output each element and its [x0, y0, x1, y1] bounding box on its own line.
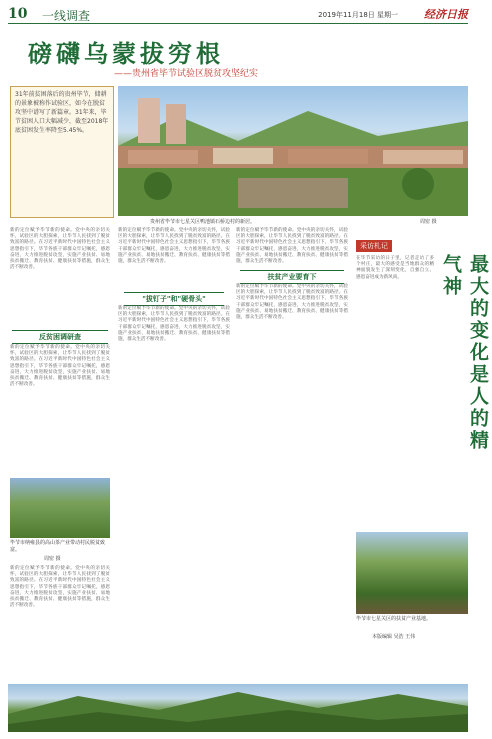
article-column-1c: 新的定位赋予毕节新的使命。党中央的亲切关怀，试验区的大胆探索，让毕节人民找到了脱贫致富的路径。在习近平新时代中国特色社会主义思想指引下，毕节各族干部群众牢记嘱托，感恩奋进，大力推进脱贫攻坚，实施产业扶贫、易地扶贫搬迁、教育扶贫、健康扶贫等措施，群众生活不断改善。: [10, 566, 110, 609]
page-number: 10: [8, 6, 28, 22]
village-photo-illustration: [118, 86, 468, 216]
headline: 磅礴乌蒙拔穷根: [28, 39, 224, 68]
issue-date: 2019年11月18日 星期一: [318, 11, 398, 19]
section-heading-3: 扶贫产业要育下: [240, 270, 344, 284]
tea-photo: [10, 478, 110, 538]
subheadline: ——贵州省毕节试验区脱贫攻坚纪实: [114, 69, 259, 79]
sidebar-text: 在毕节采访的日子里，记者走访了多个村庄，最大的感受是当地群众的精神面貌发生了深刻变化，自强自立、感恩奋进成为新风尚。: [356, 256, 434, 280]
newspaper-logo: 经济日报: [424, 8, 468, 21]
main-photo-caption: 贵州省毕节市七星关区鸭池镇石桥边村的新居。: [150, 219, 256, 225]
sidebar-title: 最大的变化是人的精气神: [440, 254, 489, 452]
interview-notes-badge: 采访札记: [356, 240, 392, 252]
bottom-panorama: [8, 684, 468, 732]
main-photo: [118, 86, 468, 216]
article-column-1: 新的定位赋予毕节新的使命。党中央的亲切关怀，试验区的大胆探索，让毕节人民找到了脱贫致富的路径。在习近平新时代中国特色社会主义思想指引下，毕节各族干部群众牢记嘱托，感恩奋进，大力推进脱贫攻坚，实施产业扶贫、易地扶贫搬迁、教育扶贫、健康扶贫等措施，群众生活不断改善。: [10, 228, 110, 271]
masthead: [8, 6, 468, 24]
main-photo-credit: 周密 摄: [420, 219, 437, 225]
sidebar-photo: [356, 532, 468, 614]
mountain-illustration: [8, 684, 468, 732]
article-column-1b: 新的定位赋予毕节新的使命。党中央的亲切关怀，试验区的大胆探索，让毕节人民找到了脱贫致富的路径。在习近平新时代中国特色社会主义思想指引下，毕节各族干部群众牢记嘱托，感恩奋进，大力推进脱贫攻坚，实施产业扶贫、易地扶贫搬迁、教育扶贫、健康扶贫等措施，群众生活不断改善。: [10, 345, 110, 388]
article-column-3b: 新的定位赋予毕节新的使命。党中央的亲切关怀，试验区的大胆探索，让毕节人民找到了脱贫致富的路径。在习近平新时代中国特色社会主义思想指引下，毕节各族干部群众牢记嘱托，感恩奋进，大力推进脱贫攻坚，实施产业扶贫、易地扶贫搬迁、教育扶贫、健康扶贫等措施，群众生活不断改善。: [236, 284, 348, 321]
lead-text: 31年前贫困落后的贵州毕节，储耕的景象被称作试验区，如今在脱贫攻坚中谱写了新篇章。31年来，毕节贫困人口大幅减少，截至2018年底贫困发生率降至5.45%。: [15, 91, 109, 134]
tea-photo-caption: 毕节市纳雍县的高山茶产业带动村民脱贫致富。: [10, 540, 106, 553]
article-column-2: 新的定位赋予毕节新的使命。党中央的亲切关怀，试验区的大胆探索，让毕节人民找到了脱贫致富的路径。在习近平新时代中国特色社会主义思想指引下，毕节各族干部群众牢记嘱托，感恩奋进，大力推进脱贫攻坚，实施产业扶贫、易地扶贫搬迁、教育扶贫、健康扶贫等措施，群众生活不断改善。: [118, 228, 230, 265]
lead-box: [10, 86, 114, 218]
tea-photo-credit: 周密 摄: [44, 556, 61, 562]
section-heading-1: 反贫困调研查: [12, 330, 108, 344]
article-column-2b: 新的定位赋予毕节新的使命。党中央的亲切关怀，试验区的大胆探索，让毕节人民找到了脱贫致富的路径。在习近平新时代中国特色社会主义思想指引下，毕节各族干部群众牢记嘱托，感恩奋进，大力推进脱贫攻坚，实施产业扶贫、易地扶贫搬迁、教育扶贫、健康扶贫等措施，群众生活不断改善。: [118, 306, 230, 343]
section-title: 一线调查: [42, 9, 91, 23]
editor-credit: 本版编辑 吴浩 王伟: [372, 634, 416, 640]
article-column-3: 新的定位赋予毕节新的使命。党中央的亲切关怀，试验区的大胆探索，让毕节人民找到了脱贫致富的路径。在习近平新时代中国特色社会主义思想指引下，毕节各族干部群众牢记嘱托，感恩奋进，大力推进脱贫攻坚，实施产业扶贫、易地扶贫搬迁、教育扶贫、健康扶贫等措施，群众生活不断改善。: [236, 228, 348, 265]
sidebar-photo-caption: 毕节市七星关区的扶贫产业基地。: [356, 616, 432, 622]
section-heading-2: "拔钉子"和"硬骨头": [124, 292, 224, 306]
